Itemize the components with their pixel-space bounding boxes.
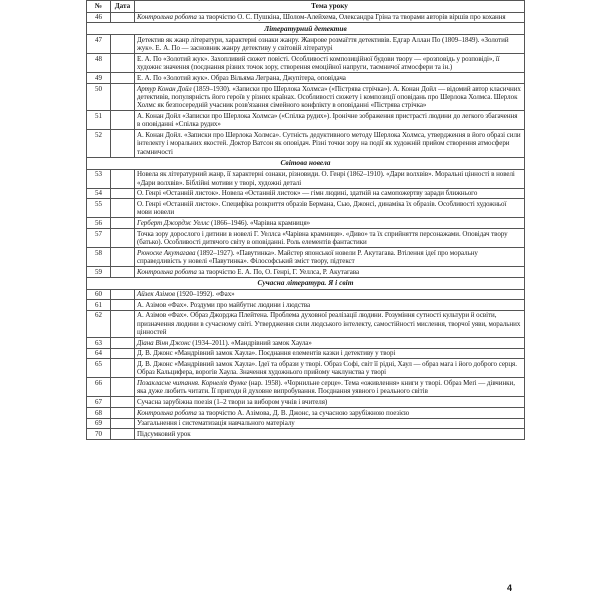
table-header-row xyxy=(87,1,525,13)
lesson-row xyxy=(87,418,525,429)
lesson-topic-text: (нар. 1958). «Чорнильне серце». Тема «оживлення» книги у творі. Образ Меґі — дівчинки, яка дуже любить читати. Її пригоди й духовне випробування. Поєднання уявного і реального світів xyxy=(137,378,515,396)
lesson-number: 50 xyxy=(87,83,111,110)
lesson-row xyxy=(87,188,525,199)
lesson-date-cell xyxy=(111,266,135,277)
page-number: 4 xyxy=(507,583,513,593)
lesson-topic xyxy=(135,188,525,199)
lesson-row xyxy=(87,130,525,157)
lesson-topic xyxy=(135,359,525,378)
lesson-row xyxy=(87,73,525,84)
lesson-topic xyxy=(135,407,525,418)
lesson-topic-text: Сучасна зарубіжна поезія (1–2 твори за вибором учнів і вчителя) xyxy=(137,397,328,406)
lesson-row xyxy=(87,169,525,188)
lesson-date-cell xyxy=(111,378,135,397)
lesson-topic xyxy=(135,289,525,300)
lesson-date-cell xyxy=(111,338,135,349)
lesson-date-cell xyxy=(111,289,135,300)
lesson-number: 65 xyxy=(87,359,111,378)
lesson-topic xyxy=(135,218,525,229)
lesson-topic-text: за творчістю О. С. Пушкіна, Шолом-Алейхема, Олександра Гріна та творами авторів віршів про кохання xyxy=(196,13,506,22)
lesson-topic-text: за творчістю А. Азімова, Д. В. Джонс, за сучасною зарубіжною поезією xyxy=(196,408,410,417)
lesson-topic-text: за творчістю Е. А. По, О. Генрі, Г. Уеллса, Р. Акутагава xyxy=(196,267,360,276)
lesson-topic xyxy=(135,228,525,247)
lesson-row xyxy=(87,359,525,378)
lesson-row xyxy=(87,378,525,397)
lesson-topic-text: Узагальнення і систематизація навчального матеріалу xyxy=(137,419,295,428)
lesson-row xyxy=(87,407,525,418)
lesson-topic xyxy=(135,130,525,157)
lesson-row xyxy=(87,54,525,73)
lesson-date-cell xyxy=(111,429,135,440)
lesson-date-cell xyxy=(111,130,135,157)
lesson-number: 69 xyxy=(87,418,111,429)
lesson-topic xyxy=(135,429,525,440)
lesson-topic-text: Детектив як жанр літератури, характерні ознаки жанру. Жанрове розмаїття детективів. Едгар Аллан По (1809–1849). «Золотий жук». Е. А. По — засновник жанру детективу у світовій літературі xyxy=(137,35,509,53)
lesson-date-cell xyxy=(111,218,135,229)
lesson-topic xyxy=(135,169,525,188)
lesson-topic xyxy=(135,247,525,266)
lesson-topic xyxy=(135,266,525,277)
lesson-date-cell xyxy=(111,407,135,418)
lesson-date-cell xyxy=(111,35,135,54)
lesson-topic xyxy=(135,12,525,23)
lesson-row xyxy=(87,338,525,349)
lesson-topic-text: Д. В. Джонс «Мандрівний замок Хаула». Поєднання елементів казки і детективу у творі xyxy=(137,349,396,358)
lesson-date-cell xyxy=(111,300,135,311)
lesson-topic xyxy=(135,35,525,54)
lesson-number: 46 xyxy=(87,12,111,23)
lesson-topic xyxy=(135,378,525,397)
lesson-row xyxy=(87,218,525,229)
lesson-number: 52 xyxy=(87,130,111,157)
lesson-topic-text: А. Азімов «Фах». Роздуми про майбутнє людини і людства xyxy=(137,300,311,309)
lesson-row xyxy=(87,111,525,130)
lesson-topic xyxy=(135,300,525,311)
lesson-number: 62 xyxy=(87,310,111,337)
lesson-topic-text: А. Азімов «Фах». Образ Джорджа Плейтена. Проблема духовної реалізації людини. Розуміння сутності культури й освіти, призначення людини в сучасному світі. Утвердження сили людського інтелекту, самостійності мислення, творчої уяви, моральних цінностей xyxy=(137,311,521,337)
lesson-number: 49 xyxy=(87,73,111,84)
lesson-number: 59 xyxy=(87,266,111,277)
lesson-row xyxy=(87,397,525,408)
section-title: Сучасна література. Я і світ xyxy=(87,277,525,289)
section-header-row xyxy=(87,277,525,289)
lesson-date-cell xyxy=(111,418,135,429)
section-title: Світова новела xyxy=(87,157,525,169)
lesson-topic-text: А. Конан Дойл «Записки про Шерлока Холмса» («Спілка рудих»). Іронічне зображення пристрасті людини до легкого збагачення в оповіданні «Спілка рудих» xyxy=(137,111,518,129)
lesson-topic-text: (1859–1930). «Записки про Шерлока Холмса» («Пістрява стрічка»). А. Конан Дойл — відомий автор класичних детективів, популярність його героїв у різних країнах. Особливості сюжету і композиції оповідань про Шерлока Холмса. Шерлок Холмс як безпосередній учасник розв'язання сімейного конфлікту в оповіданні «Пістрява стрічка» xyxy=(137,84,521,110)
lesson-topic xyxy=(135,54,525,73)
lesson-number: 57 xyxy=(87,228,111,247)
lesson-topic-emphasis: Айзек Азімов xyxy=(137,290,175,299)
lesson-topic-text: Точка зору дорослого і дитини в новелі Г. Уеллса «Чарівна крамниця». «Диво» та їх сприйняття персонажами. Оповідач твору (батько). Особливості дитячого світу в оповіданні. Роль елементів фантастики xyxy=(137,229,508,246)
lesson-number: 54 xyxy=(87,188,111,199)
lesson-topic xyxy=(135,338,525,349)
lesson-row xyxy=(87,429,525,440)
lesson-row xyxy=(87,83,525,110)
lesson-date-cell xyxy=(111,54,135,73)
lesson-date-cell xyxy=(111,83,135,110)
lesson-row xyxy=(87,300,525,311)
lesson-date-cell xyxy=(111,169,135,188)
lesson-topic-text: А. Конан Дойл. «Записки про Шерлока Холмса». Сутність дедуктивного методу Шерлока Холмса, утвердження в його образі сили інтелекту і моральних якостей. Доктор Ватсон як оповідач. Різні точки зору на події як художній прийом створення атмосфери таємничості xyxy=(137,130,521,156)
lesson-number: 70 xyxy=(87,429,111,440)
lesson-number: 48 xyxy=(87,54,111,73)
lesson-topic xyxy=(135,348,525,359)
lesson-number: 68 xyxy=(87,407,111,418)
lesson-row xyxy=(87,247,525,266)
section-title: Літературний детектив xyxy=(87,23,525,35)
lesson-date-cell xyxy=(111,397,135,408)
lesson-date-cell xyxy=(111,228,135,247)
lesson-date-cell xyxy=(111,359,135,378)
lesson-number: 56 xyxy=(87,218,111,229)
lesson-row xyxy=(87,228,525,247)
lesson-row xyxy=(87,310,525,337)
lesson-date-cell xyxy=(111,12,135,23)
lesson-number: 66 xyxy=(87,378,111,397)
lesson-topic-text: (1920–1992). «Фах» xyxy=(175,290,235,299)
lesson-topic xyxy=(135,83,525,110)
lesson-row xyxy=(87,12,525,23)
lesson-date-cell xyxy=(111,199,135,218)
lesson-topic-text: О. Генрі «Останній листок». Новела «Останній листок» — гімн людині, здатній на самопожертву заради ближнього xyxy=(137,189,478,198)
lesson-row xyxy=(87,35,525,54)
lesson-number: 47 xyxy=(87,35,111,54)
lesson-row xyxy=(87,266,525,277)
lesson-topic-emphasis: Контрольна робота xyxy=(137,267,197,276)
lesson-topic-emphasis: Діана Вінн Джонс xyxy=(137,338,191,347)
lesson-plan-table xyxy=(86,0,525,440)
lesson-topic-text: (1934–2011). «Мандрівний замок Хаула» xyxy=(190,338,312,347)
lesson-row xyxy=(87,199,525,218)
lesson-number: 60 xyxy=(87,289,111,300)
lesson-topic xyxy=(135,418,525,429)
lesson-topic-text: (1866–1946). «Чарівна крамниця» xyxy=(209,218,311,227)
lesson-date-cell xyxy=(111,188,135,199)
lesson-number: 51 xyxy=(87,111,111,130)
lesson-topic-emphasis: Артур Конан Дойл xyxy=(137,84,192,93)
lesson-topic-emphasis: Контрольна робота xyxy=(137,13,197,22)
lesson-number: 67 xyxy=(87,397,111,408)
lesson-topic-text: Д. В. Джонс «Мандрівний замок Хаула». Ідеї та образи у творі. Образ Софі, світ її рідні, Хаул — образ мага і його доброго серця. Образ Кальцифера, ворогів Хаула. Значення художнього прийому чаклунства у творі xyxy=(137,359,517,377)
lesson-topic xyxy=(135,73,525,84)
lesson-topic xyxy=(135,199,525,218)
header-date: Дата xyxy=(111,1,135,13)
lesson-topic xyxy=(135,310,525,337)
table-body xyxy=(87,12,525,439)
lesson-row xyxy=(87,348,525,359)
lesson-topic-text: Е. А. По «Золотий жук». Захопливий сюжет повісті. Особливості композиційної будови твору — «розповідь у розповіді», її художнє значення (поєднання різних точок зору, створення емоційної напруги, таємничої атмосфери та ін.) xyxy=(137,54,500,72)
lesson-row xyxy=(87,289,525,300)
lesson-date-cell xyxy=(111,111,135,130)
lesson-topic-text: О. Генрі «Останній листок». Специфіка розкриття образів Бермана, Сью, Джонсі, динаміка їх образів. Особливості художньої мови новели xyxy=(137,199,507,217)
lesson-date-cell xyxy=(111,348,135,359)
lesson-number: 63 xyxy=(87,338,111,349)
lesson-number: 55 xyxy=(87,199,111,218)
lesson-topic-text: Е. А. По «Золотий жук». Образ Вільяма Леграна, Джупітера, оповідача xyxy=(137,73,346,82)
lesson-date-cell xyxy=(111,247,135,266)
lesson-date-cell xyxy=(111,310,135,337)
section-header-row xyxy=(87,157,525,169)
header-topic: Тема уроку xyxy=(135,1,525,13)
lesson-topic xyxy=(135,397,525,408)
lesson-number: 58 xyxy=(87,247,111,266)
lesson-topic xyxy=(135,111,525,130)
lesson-topic-text: Підсумковий урок xyxy=(137,429,191,438)
lesson-date-cell xyxy=(111,73,135,84)
header-num: № xyxy=(87,1,111,13)
lesson-topic-emphasis: Контрольна робота xyxy=(137,408,197,417)
lesson-topic-text: Новела як літературний жанр, її характерні ознаки, різновиди. О. Генрі (1862–1910). «Дари волхвів». Моральні цінності в новелі «Дари волхвів». Біблійні мотиви у творі, художні деталі xyxy=(137,170,515,187)
lesson-topic-text: (1892–1927). «Павутинка». Майстер японської новели Р. Акутагава. Втілення ідеї про моральну справедливість у новелі «Павутинка». Філософський зміст твору, підтекст xyxy=(137,248,478,265)
section-header-row xyxy=(87,23,525,35)
lesson-number: 53 xyxy=(87,169,111,188)
lesson-topic-emphasis: Позакласне читання. Корнелія Функе xyxy=(137,378,247,387)
lesson-number: 61 xyxy=(87,300,111,311)
lesson-topic-emphasis: Герберт Джордж Уеллс xyxy=(137,218,210,227)
lesson-number: 64 xyxy=(87,348,111,359)
lesson-topic-emphasis: Рюноске Акутагава xyxy=(137,248,196,257)
